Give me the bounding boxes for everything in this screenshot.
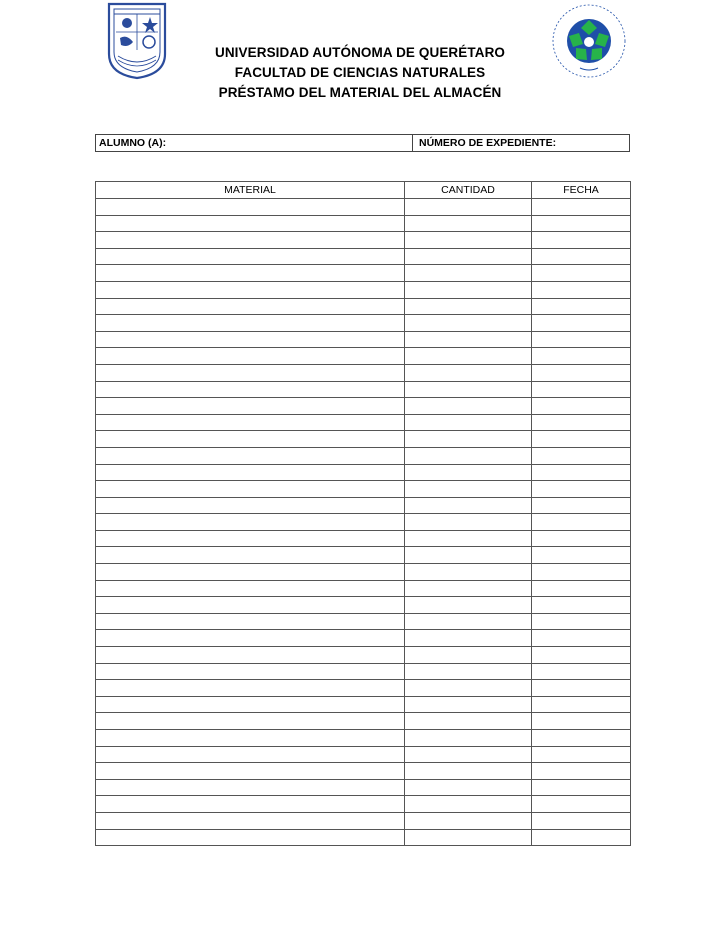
- table-row: [96, 381, 631, 398]
- fecha-cell[interactable]: [532, 398, 631, 415]
- fecha-cell[interactable]: [532, 530, 631, 547]
- material-cell[interactable]: [96, 248, 405, 265]
- cantidad-cell[interactable]: [405, 730, 532, 747]
- fecha-cell[interactable]: [532, 348, 631, 365]
- material-cell[interactable]: [96, 364, 405, 381]
- fecha-cell[interactable]: [532, 730, 631, 747]
- column-header-cantidad: CANTIDAD: [405, 182, 532, 199]
- fecha-cell[interactable]: [532, 199, 631, 216]
- table-row: [96, 414, 631, 431]
- cantidad-cell[interactable]: [405, 829, 532, 846]
- material-cell[interactable]: [96, 232, 405, 249]
- fecha-cell[interactable]: [532, 812, 631, 829]
- cantidad-cell[interactable]: [405, 481, 532, 498]
- fecha-cell[interactable]: [532, 647, 631, 664]
- university-name: UNIVERSIDAD AUTÓNOMA DE QUERÉTARO: [214, 45, 506, 60]
- material-cell[interactable]: [96, 713, 405, 730]
- table-row: [96, 348, 631, 365]
- material-cell[interactable]: [96, 564, 405, 581]
- cantidad-cell[interactable]: [405, 248, 532, 265]
- material-cell[interactable]: [96, 215, 405, 232]
- fecha-cell[interactable]: [532, 315, 631, 332]
- document-header: [190, 43, 530, 103]
- material-cell[interactable]: [96, 514, 405, 531]
- material-cell[interactable]: [96, 315, 405, 332]
- table-row: [96, 431, 631, 448]
- material-cell[interactable]: [96, 547, 405, 564]
- cantidad-cell[interactable]: [405, 414, 532, 431]
- cantidad-cell[interactable]: [405, 381, 532, 398]
- column-header-fecha: FECHA: [532, 182, 631, 199]
- fecha-cell[interactable]: [532, 547, 631, 564]
- cantidad-cell[interactable]: [405, 763, 532, 780]
- cantidad-cell[interactable]: [405, 796, 532, 813]
- table-row: [96, 530, 631, 547]
- cantidad-cell[interactable]: [405, 713, 532, 730]
- material-cell[interactable]: [96, 348, 405, 365]
- cantidad-cell[interactable]: [405, 812, 532, 829]
- cantidad-cell[interactable]: [405, 232, 532, 249]
- cantidad-cell[interactable]: [405, 364, 532, 381]
- table-row: [96, 547, 631, 564]
- material-cell[interactable]: [96, 630, 405, 647]
- cantidad-cell[interactable]: [405, 630, 532, 647]
- fecha-cell[interactable]: [532, 713, 631, 730]
- table-row: [96, 746, 631, 763]
- fecha-cell[interactable]: [532, 232, 631, 249]
- material-cell[interactable]: [96, 431, 405, 448]
- cantidad-cell[interactable]: [405, 530, 532, 547]
- cantidad-cell[interactable]: [405, 281, 532, 298]
- cantidad-cell[interactable]: [405, 265, 532, 282]
- table-row: [96, 796, 631, 813]
- fecha-cell[interactable]: [532, 331, 631, 348]
- material-cell[interactable]: [96, 613, 405, 630]
- cantidad-cell[interactable]: [405, 348, 532, 365]
- fecha-cell[interactable]: [532, 630, 631, 647]
- table-row: [96, 281, 631, 298]
- material-cell[interactable]: [96, 763, 405, 780]
- faculty-name: FACULTAD DE CIENCIAS NATURALES: [234, 65, 486, 80]
- student-name-label: ALUMNO (A):: [99, 137, 167, 149]
- fecha-cell[interactable]: [532, 364, 631, 381]
- fecha-cell[interactable]: [532, 796, 631, 813]
- table-row: [96, 779, 631, 796]
- table-row: [96, 696, 631, 713]
- cantidad-cell[interactable]: [405, 447, 532, 464]
- cantidad-cell[interactable]: [405, 315, 532, 332]
- fecha-cell[interactable]: [532, 779, 631, 796]
- table-row: [96, 364, 631, 381]
- material-cell[interactable]: [96, 597, 405, 614]
- fcn-flower-icon: [550, 2, 628, 80]
- table-row: [96, 464, 631, 481]
- cantidad-cell[interactable]: [405, 580, 532, 597]
- cantidad-cell[interactable]: [405, 547, 532, 564]
- table-row: [96, 613, 631, 630]
- material-cell[interactable]: [96, 497, 405, 514]
- fecha-cell[interactable]: [532, 481, 631, 498]
- material-cell[interactable]: [96, 398, 405, 415]
- cantidad-cell[interactable]: [405, 647, 532, 664]
- fecha-cell[interactable]: [532, 281, 631, 298]
- cantidad-cell[interactable]: [405, 613, 532, 630]
- material-cell[interactable]: [96, 381, 405, 398]
- fecha-cell[interactable]: [532, 680, 631, 697]
- fecha-cell[interactable]: [532, 431, 631, 448]
- table-row: [96, 265, 631, 282]
- loan-table-body: [96, 199, 631, 846]
- material-cell[interactable]: [96, 580, 405, 597]
- material-cell[interactable]: [96, 746, 405, 763]
- cantidad-cell[interactable]: [405, 663, 532, 680]
- cantidad-cell[interactable]: [405, 199, 532, 216]
- cantidad-cell[interactable]: [405, 514, 532, 531]
- cantidad-cell[interactable]: [405, 746, 532, 763]
- cantidad-cell[interactable]: [405, 331, 532, 348]
- fecha-cell[interactable]: [532, 497, 631, 514]
- cantidad-cell[interactable]: [405, 215, 532, 232]
- column-header-material: MATERIAL: [96, 182, 405, 199]
- table-row: [96, 647, 631, 664]
- table-row: [96, 398, 631, 415]
- table-row: [96, 713, 631, 730]
- fecha-cell[interactable]: [532, 265, 631, 282]
- cantidad-cell[interactable]: [405, 564, 532, 581]
- table-header-row: [96, 182, 631, 199]
- cantidad-cell[interactable]: [405, 680, 532, 697]
- material-cell[interactable]: [96, 331, 405, 348]
- fecha-cell[interactable]: [532, 580, 631, 597]
- record-number-label: NÚMERO DE EXPEDIENTE:: [419, 137, 557, 149]
- fecha-cell[interactable]: [532, 447, 631, 464]
- cantidad-cell[interactable]: [405, 431, 532, 448]
- material-cell[interactable]: [96, 447, 405, 464]
- fecha-cell[interactable]: [532, 613, 631, 630]
- fecha-cell[interactable]: [532, 514, 631, 531]
- fecha-cell[interactable]: [532, 564, 631, 581]
- cantidad-cell[interactable]: [405, 398, 532, 415]
- table-row: [96, 812, 631, 829]
- fecha-cell[interactable]: [532, 298, 631, 315]
- cantidad-cell[interactable]: [405, 779, 532, 796]
- table-row: [96, 215, 631, 232]
- material-cell[interactable]: [96, 414, 405, 431]
- cantidad-cell[interactable]: [405, 298, 532, 315]
- material-cell[interactable]: [96, 779, 405, 796]
- fecha-cell[interactable]: [532, 381, 631, 398]
- table-row: [96, 630, 631, 647]
- table-row: [96, 199, 631, 216]
- table-row: [96, 514, 631, 531]
- material-cell[interactable]: [96, 481, 405, 498]
- fecha-cell[interactable]: [532, 763, 631, 780]
- loan-table: [95, 181, 631, 846]
- material-cell[interactable]: [96, 730, 405, 747]
- material-cell[interactable]: [96, 829, 405, 846]
- document-title: PRÉSTAMO DEL MATERIAL DEL ALMACÉN: [218, 85, 502, 100]
- fecha-cell[interactable]: [532, 215, 631, 232]
- fecha-cell[interactable]: [532, 696, 631, 713]
- fecha-cell[interactable]: [532, 597, 631, 614]
- material-cell[interactable]: [96, 281, 405, 298]
- cantidad-cell[interactable]: [405, 696, 532, 713]
- material-cell[interactable]: [96, 680, 405, 697]
- fecha-cell[interactable]: [532, 829, 631, 846]
- table-row: [96, 730, 631, 747]
- fecha-cell[interactable]: [532, 746, 631, 763]
- cantidad-cell[interactable]: [405, 597, 532, 614]
- table-row: [96, 680, 631, 697]
- table-row: [96, 315, 631, 332]
- table-row: [96, 447, 631, 464]
- table-row: [96, 232, 631, 249]
- cantidad-cell[interactable]: [405, 464, 532, 481]
- fecha-cell[interactable]: [532, 663, 631, 680]
- material-cell[interactable]: [96, 265, 405, 282]
- student-info-row: [95, 134, 630, 152]
- material-cell[interactable]: [96, 298, 405, 315]
- student-name-field[interactable]: [96, 135, 413, 151]
- fecha-cell[interactable]: [532, 248, 631, 265]
- table-row: [96, 481, 631, 498]
- material-cell[interactable]: [96, 663, 405, 680]
- fecha-cell[interactable]: [532, 464, 631, 481]
- table-row: [96, 663, 631, 680]
- table-row: [96, 564, 631, 581]
- uaq-shield-icon: [106, 2, 168, 80]
- cantidad-cell[interactable]: [405, 497, 532, 514]
- table-row: [96, 497, 631, 514]
- table-row: [96, 331, 631, 348]
- material-cell[interactable]: [96, 464, 405, 481]
- material-cell[interactable]: [96, 796, 405, 813]
- table-row: [96, 298, 631, 315]
- table-row: [96, 597, 631, 614]
- table-row: [96, 248, 631, 265]
- table-row: [96, 580, 631, 597]
- material-cell[interactable]: [96, 199, 405, 216]
- record-number-field[interactable]: [413, 135, 629, 151]
- material-cell[interactable]: [96, 530, 405, 547]
- table-row: [96, 763, 631, 780]
- material-cell[interactable]: [96, 696, 405, 713]
- material-cell[interactable]: [96, 647, 405, 664]
- fecha-cell[interactable]: [532, 414, 631, 431]
- table-row: [96, 829, 631, 846]
- material-cell[interactable]: [96, 812, 405, 829]
